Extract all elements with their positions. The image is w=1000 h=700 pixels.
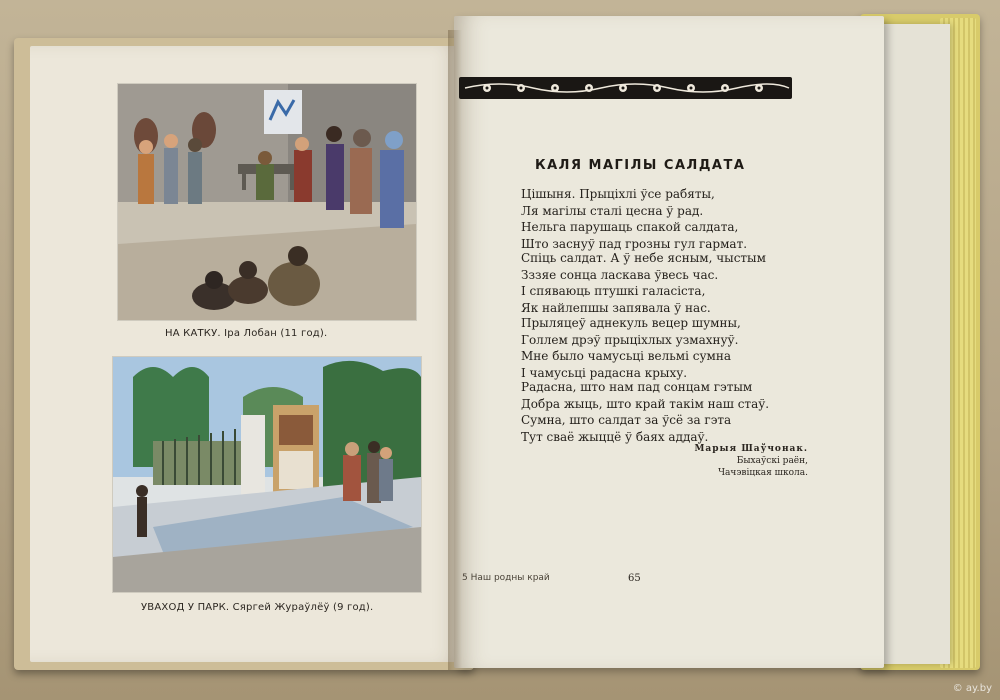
author-district: Быхаўскі раён, [736,456,808,466]
illustration-skating [118,84,416,320]
book-gutter [448,30,462,670]
author-school: Чачэвіцкая школа. [718,468,808,478]
poem-line: Ля магілы сталі цесна ў рад. [521,203,704,218]
page-number: 65 [628,573,641,584]
poem-line: Як найлепшы запявала ў нас. [521,300,711,315]
poem-line: Добра жыць, што край такім наш стаў. [521,396,770,411]
poem-stanza [521,379,769,445]
poem-line: Голлем дрэў прыціхлых узмахнуў. [521,332,739,347]
poem-line: Нельга парушаць спакой салдата, [521,220,739,234]
poem-line: Сумна, што салдат за ўсё за гэта [521,413,732,427]
poem-stanza [521,186,747,252]
floral-ornament [459,77,792,99]
poem-line: Што заснуў пад грозны гул гармат. [521,236,748,251]
watermark: © ay.by [952,683,992,694]
poem-line: Цішыня. Прыціхлі ўсе рабяты, [521,187,715,201]
page-footer: 5 Наш родны край [462,573,550,583]
poem-line: Мне было чамусьці вельмі сумна [521,349,732,363]
poem-title: КАЛЯ МАГІЛЫ САЛДАТА [535,158,746,173]
poem-line: Прыляцеў аднекуль вецер шумны, [521,316,741,330]
poem-signature [694,443,808,479]
poem-stanza [521,315,741,381]
poem-line: Спіць салдат. А ў небе ясным, чыстым [521,251,766,265]
poem-stanza [521,250,766,316]
caption-skating: НА КАТКУ. Іра Лобан (11 год). [165,328,328,339]
poem-line: Тут сваё жыццё ў баях аддаў. [521,429,709,444]
author-name: Марыя Шаўчонак. [694,444,808,454]
poem-line: І чамусьці радасна крыху. [521,365,688,380]
poem-line: Радасна, што нам пад сонцам гэтым [521,380,753,394]
poem-line: Зззяе сонца ласкава ўвесь час. [521,267,719,282]
illustration-park [113,357,421,592]
caption-park: УВАХОД У ПАРК. Сяргей Жураўлёў (9 год). [141,602,374,613]
poem-line: І спяваюць птушкі галасіста, [521,284,706,298]
